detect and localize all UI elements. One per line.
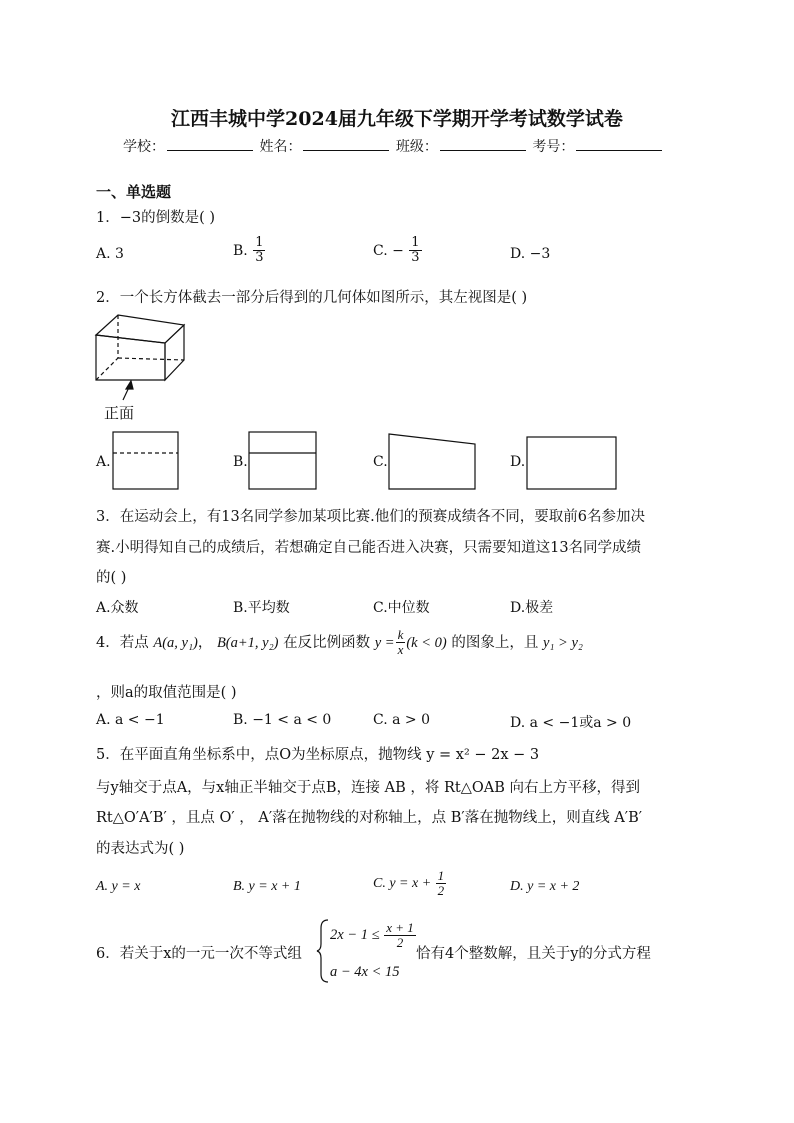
- q1-option-a[interactable]: A. 3: [96, 246, 124, 262]
- section-title: 一、单选题: [96, 183, 172, 201]
- q3-option-c[interactable]: C.中位数: [373, 600, 430, 616]
- fraction-numerator: 1: [437, 868, 445, 883]
- q5-option-c-prefix: C. y = x +: [373, 876, 432, 892]
- exam-title: 江西丰城中学2024届九年级下学期开学考试数学试卷: [171, 108, 623, 130]
- q3-option-b[interactable]: B.平均数: [233, 600, 290, 616]
- number-label: 考号：: [532, 139, 575, 155]
- fraction-denominator: x: [397, 642, 404, 658]
- question-1-text: 1．−3的倒数是( ): [96, 210, 216, 226]
- q4-func-lhs: y =: [374, 634, 395, 651]
- fraction-denominator: 2: [437, 883, 445, 899]
- q5-option-b[interactable]: B. y = x + 1: [233, 879, 301, 894]
- q4-inequality: y₁ > y₂: [542, 634, 583, 651]
- q3-option-a[interactable]: A.众数: [96, 600, 139, 616]
- q2-option-b-shape[interactable]: [249, 432, 316, 489]
- q4-part-1: 4．若点: [96, 634, 154, 651]
- question-4-line-1: [96, 628, 583, 658]
- question-3-line-2: 赛.小明得知自己的成绩后，若想确定自己能否进入决赛，只需要知道这13名同学成绩: [96, 540, 642, 556]
- fraction-numerator: 1: [411, 235, 420, 250]
- cuboid-top-face: [96, 315, 184, 343]
- q2-option-a-label[interactable]: A.: [96, 454, 111, 470]
- question-5-line-2: 与y轴交于点A，与x轴正半轴交于点B，连接 AB ，将 Rt△OAB 向右上方平移，得到: [96, 780, 640, 796]
- q4-func-condition: (k < 0): [406, 634, 447, 651]
- q2-option-d-shape[interactable]: [527, 437, 616, 489]
- q6-inequality-1: [330, 921, 417, 951]
- question-5-line-4: 的表达式为( ): [96, 841, 185, 857]
- question-5-line-3: Rt△O′A′B′ ，且点 O′ ， A′落在抛物线的对称轴上，点 B′落在抛物线上，则直线 A′B′: [96, 810, 643, 826]
- q2-option-b-label[interactable]: B.: [233, 454, 248, 470]
- q4-part-4: 的图象上，且: [446, 634, 543, 651]
- q1-option-b-prefix: B.: [233, 242, 248, 259]
- hidden-edge-bottom: [118, 358, 184, 360]
- question-3-line-3: 的( ): [96, 570, 127, 586]
- q5-option-d[interactable]: D. y = x + 2: [510, 879, 580, 894]
- fraction-denominator: 3: [411, 250, 420, 266]
- q6-ineq1-lhs: 2x − 1 ≤: [330, 927, 380, 944]
- q4-option-c[interactable]: C. a > 0: [373, 712, 430, 728]
- q2-option-a-shape[interactable]: [113, 432, 178, 489]
- fraction-denominator: 3: [255, 250, 264, 266]
- front-face-label: 正面: [104, 404, 135, 422]
- question-4-line-2: ，则a的取值范围是( ): [96, 685, 237, 701]
- fraction-denominator: 2: [396, 935, 404, 951]
- question-6-suffix: 恰有4个整数解，且关于y的分式方程: [416, 946, 651, 962]
- question-2-text: 2．一个长方体截去一部分后得到的几何体如图所示，其左视图是( ): [96, 290, 528, 306]
- q5-option-c-fraction: [436, 869, 447, 899]
- name-label: 姓名：: [259, 139, 302, 155]
- q1-option-c-prefix: C. −: [373, 242, 404, 259]
- school-label: 学校：: [123, 139, 165, 155]
- q5-option-c[interactable]: [373, 869, 447, 899]
- view-arrow-head: [126, 381, 133, 389]
- q1-option-d[interactable]: D. −3: [510, 246, 551, 262]
- q4-point-a: A(a, y₁): [153, 634, 198, 651]
- q4-option-a[interactable]: A. a < −1: [96, 712, 165, 728]
- question-5-line-1: 5．在平面直角坐标系中，点O为坐标原点，抛物线 y = x² − 2x − 3: [96, 747, 540, 763]
- q6-ineq1-fraction: [384, 921, 416, 951]
- hidden-edge-diagonal: [96, 358, 118, 380]
- question-6-prefix: 6．若关于x的一元一次不等式组: [96, 946, 302, 962]
- cuboid-right-face: [165, 325, 184, 380]
- q2-option-d-label[interactable]: D.: [510, 454, 526, 470]
- q5-option-a[interactable]: A. y = x: [96, 879, 141, 894]
- question-3-line-1: 3．在运动会上，有13名同学参加某项比赛.他们的预赛成绩各不同，要取前6名参加决: [96, 509, 646, 525]
- q4-part-3: 在反比例函数: [278, 634, 375, 651]
- q4-func-fraction: [396, 628, 406, 658]
- fraction-numerator: k: [397, 627, 404, 642]
- q4-point-b: B(a+1, y₂): [216, 634, 279, 651]
- q4-part-2: ，: [197, 634, 217, 651]
- q4-option-d[interactable]: D. a < −1或a > 0: [510, 715, 632, 731]
- q3-option-d[interactable]: D.极差: [510, 600, 554, 616]
- q6-system-brace: [316, 918, 330, 984]
- fraction-numerator: x + 1: [386, 920, 414, 935]
- q6-inequality-2: a − 4x < 15: [330, 964, 400, 980]
- cuboid-figure: [96, 315, 184, 400]
- class-label: 班级：: [395, 139, 438, 155]
- q2-option-c-label[interactable]: C.: [373, 454, 388, 470]
- q2-option-c-shape[interactable]: [389, 434, 475, 489]
- fraction-numerator: 1: [255, 235, 264, 250]
- q4-option-b[interactable]: B. −1 < a < 0: [233, 712, 332, 728]
